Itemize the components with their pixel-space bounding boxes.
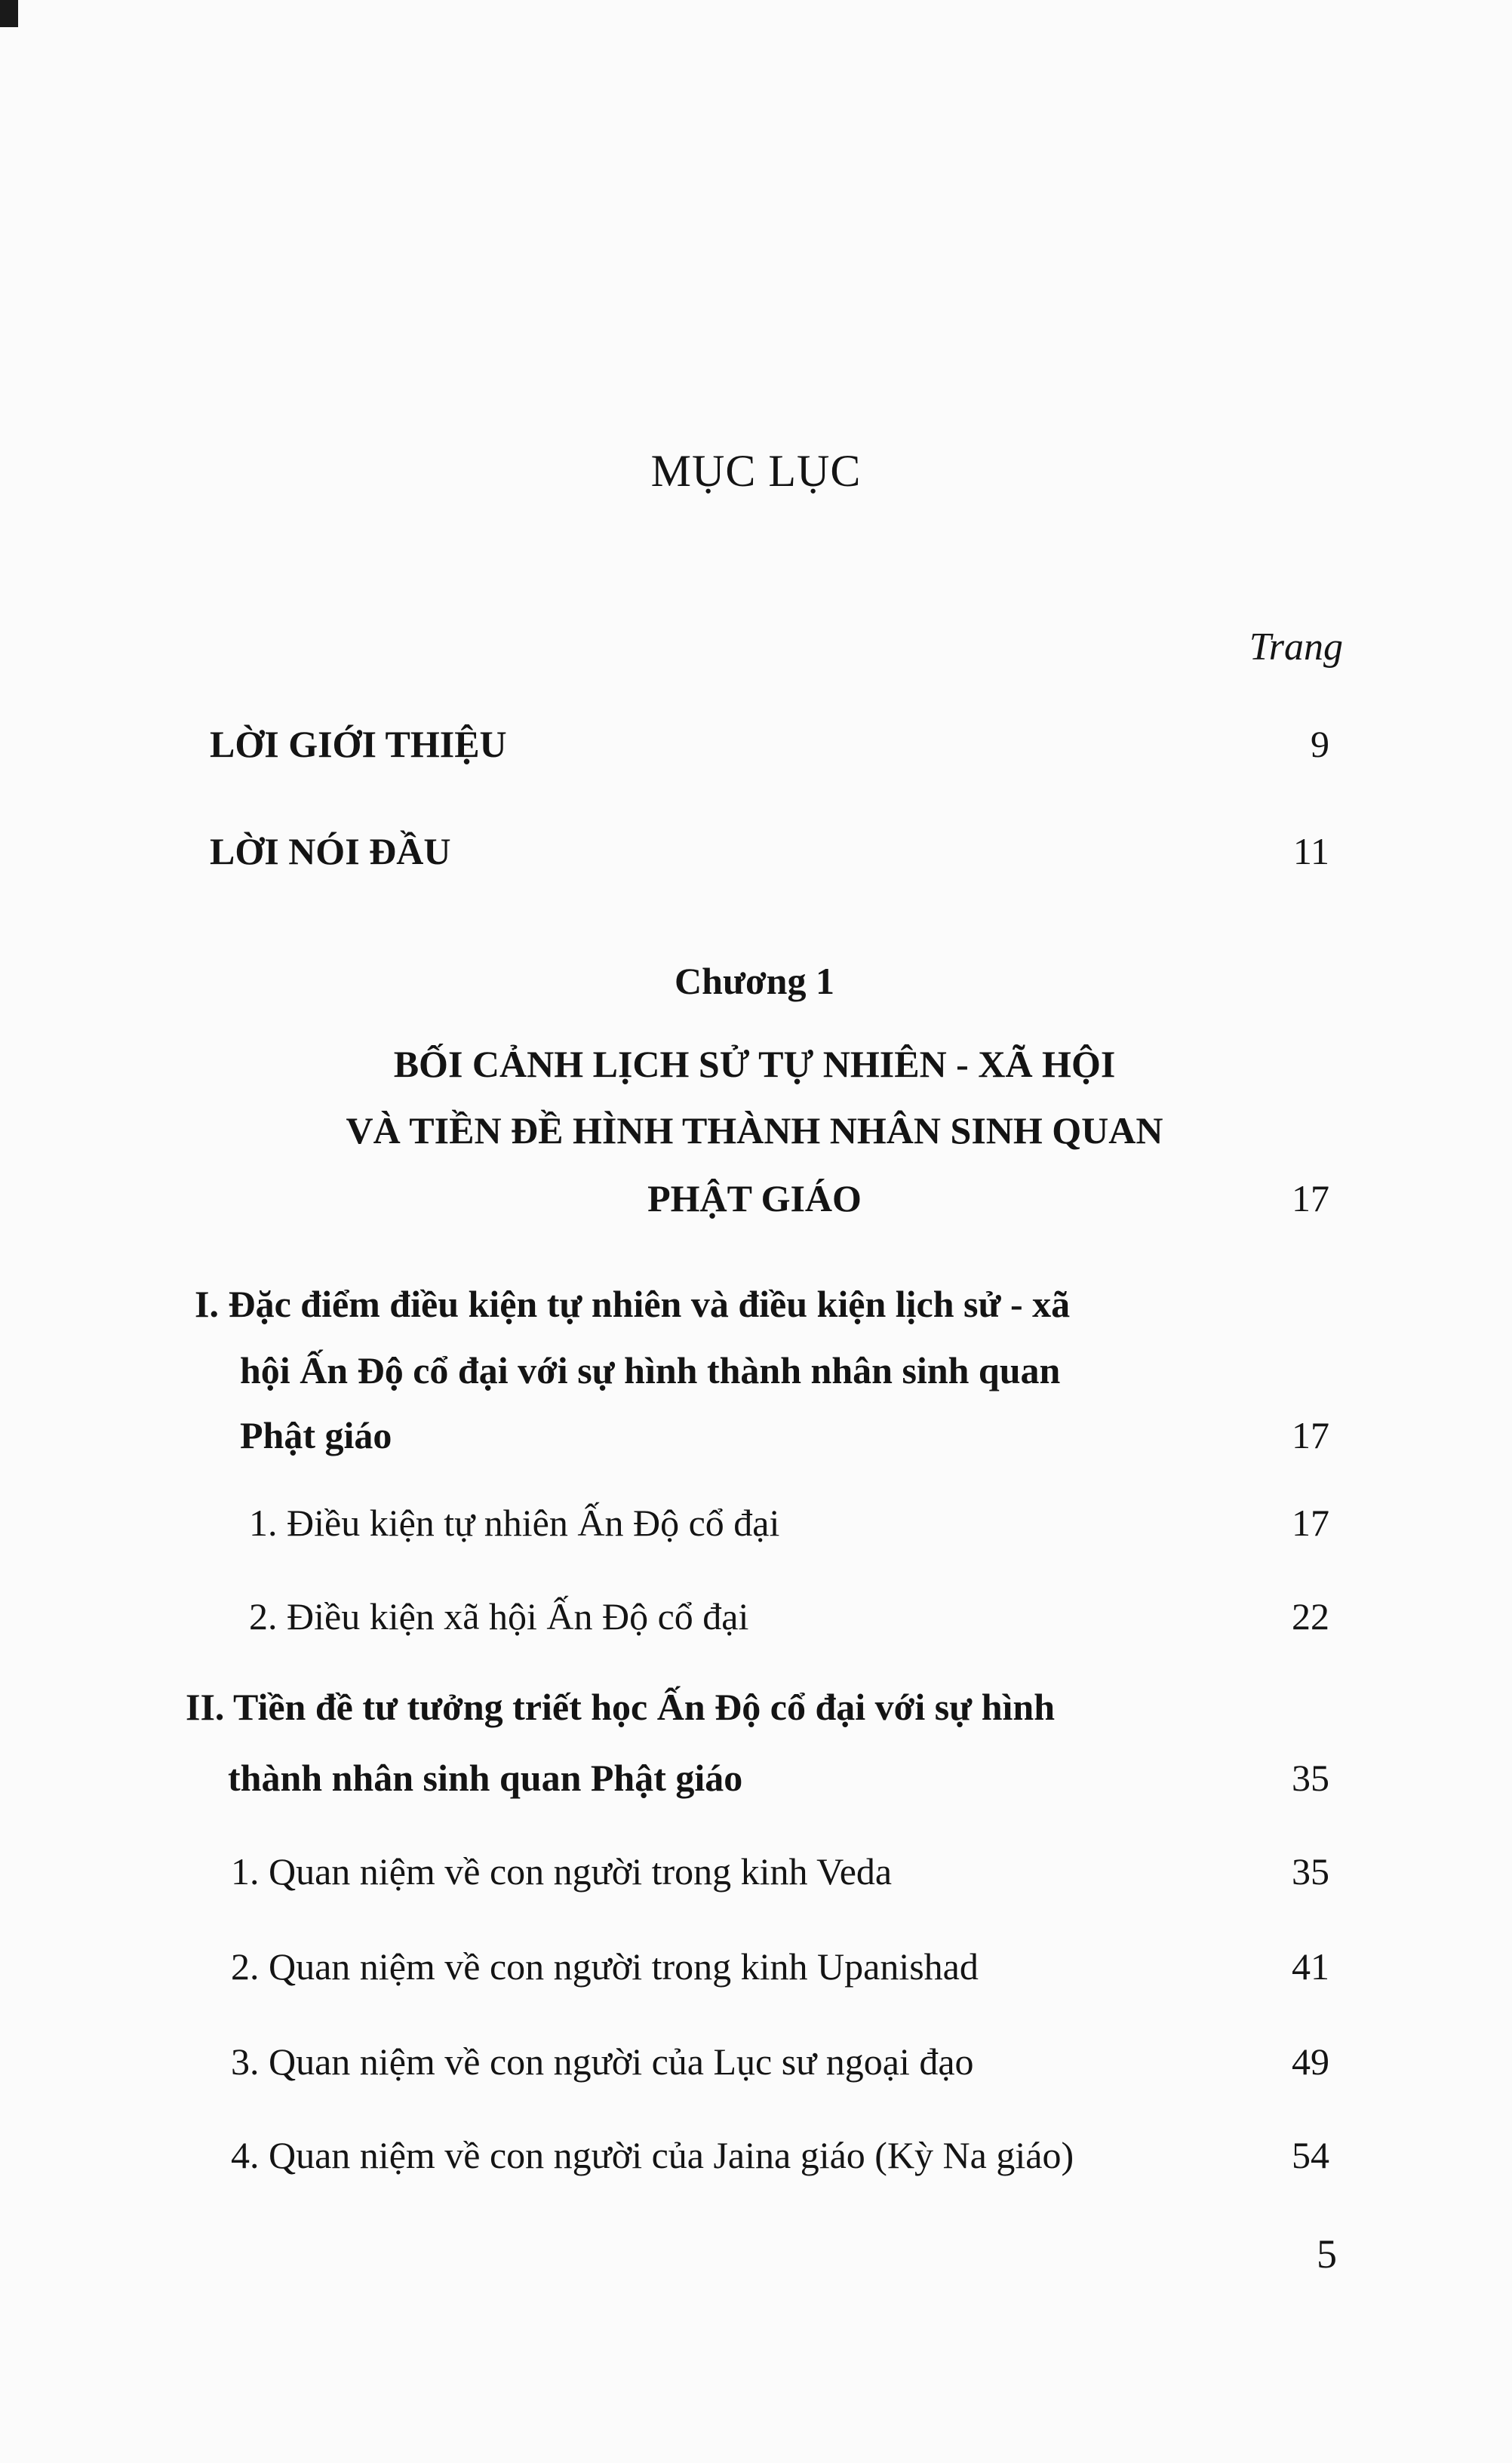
section-2-line-1: II. Tiền đề tư tưởng triết học Ấn Độ cổ đại với sự hình xyxy=(186,1686,1056,1728)
chapter-title-line-3: PHẬT GIÁO xyxy=(647,1177,862,1219)
section-2-item-1-page: 35 xyxy=(1292,1850,1329,1893)
section-2-item-4-page: 54 xyxy=(1292,2134,1329,2176)
section-1-item-1: 1. Điều kiện tự nhiên Ấn Độ cổ đại xyxy=(249,1502,780,1544)
section-1-page: 17 xyxy=(1292,1414,1329,1456)
chapter-page: 17 xyxy=(1292,1177,1329,1219)
section-2-line-2: thành nhân sinh quan Phật giáo xyxy=(228,1757,743,1799)
section-2-item-2: 2. Quan niệm về con người trong kinh Upanishad xyxy=(231,1945,979,1988)
section-2-item-2-page: 41 xyxy=(1292,1945,1329,1988)
chapter-title-line-1: BỐI CẢNH LỊCH SỬ TỰ NHIÊN - XÃ HỘI xyxy=(393,1043,1116,1085)
section-2-item-1: 1. Quan niệm về con người trong kinh Veda xyxy=(231,1850,893,1893)
section-1-item-2-page: 22 xyxy=(1292,1595,1329,1637)
section-1-item-2: 2. Điều kiện xã hội Ấn Độ cổ đại xyxy=(249,1595,749,1637)
toc-page-preface: 11 xyxy=(1292,830,1329,872)
chapter-title-line-2: VÀ TIỀN ĐỀ HÌNH THÀNH NHÂN SINH QUAN xyxy=(346,1109,1163,1152)
section-1-line-2: hội Ấn Độ cổ đại với sự hình thành nhân sinh quan xyxy=(240,1349,1061,1391)
scan-edge-mark xyxy=(0,0,18,27)
chapter-number: Chương 1 xyxy=(675,960,834,1002)
toc-page-intro: 9 xyxy=(1311,723,1329,765)
page-number: 5 xyxy=(1317,2231,1337,2277)
section-1-item-1-page: 17 xyxy=(1292,1502,1329,1544)
section-2-item-4: 4. Quan niệm về con người của Jaina giáo (Kỳ Na giáo) xyxy=(231,2134,1074,2176)
toc-entry-preface: LỜI NÓI ĐẦU xyxy=(210,830,451,872)
section-1-line-3: Phật giáo xyxy=(240,1414,392,1456)
page-title: MỤC LỤC xyxy=(650,446,862,496)
page-column-label: Trang xyxy=(1249,626,1343,669)
toc-entry-intro: LỜI GIỚI THIỆU xyxy=(210,723,507,765)
section-1-line-1: I. Đặc điểm điều kiện tự nhiên và điều kiện lịch sử - xã xyxy=(195,1283,1071,1325)
section-2-page: 35 xyxy=(1292,1757,1329,1799)
section-2-item-3: 3. Quan niệm về con người của Lục sư ngoại đạo xyxy=(231,2040,974,2083)
section-2-item-3-page: 49 xyxy=(1292,2040,1329,2083)
